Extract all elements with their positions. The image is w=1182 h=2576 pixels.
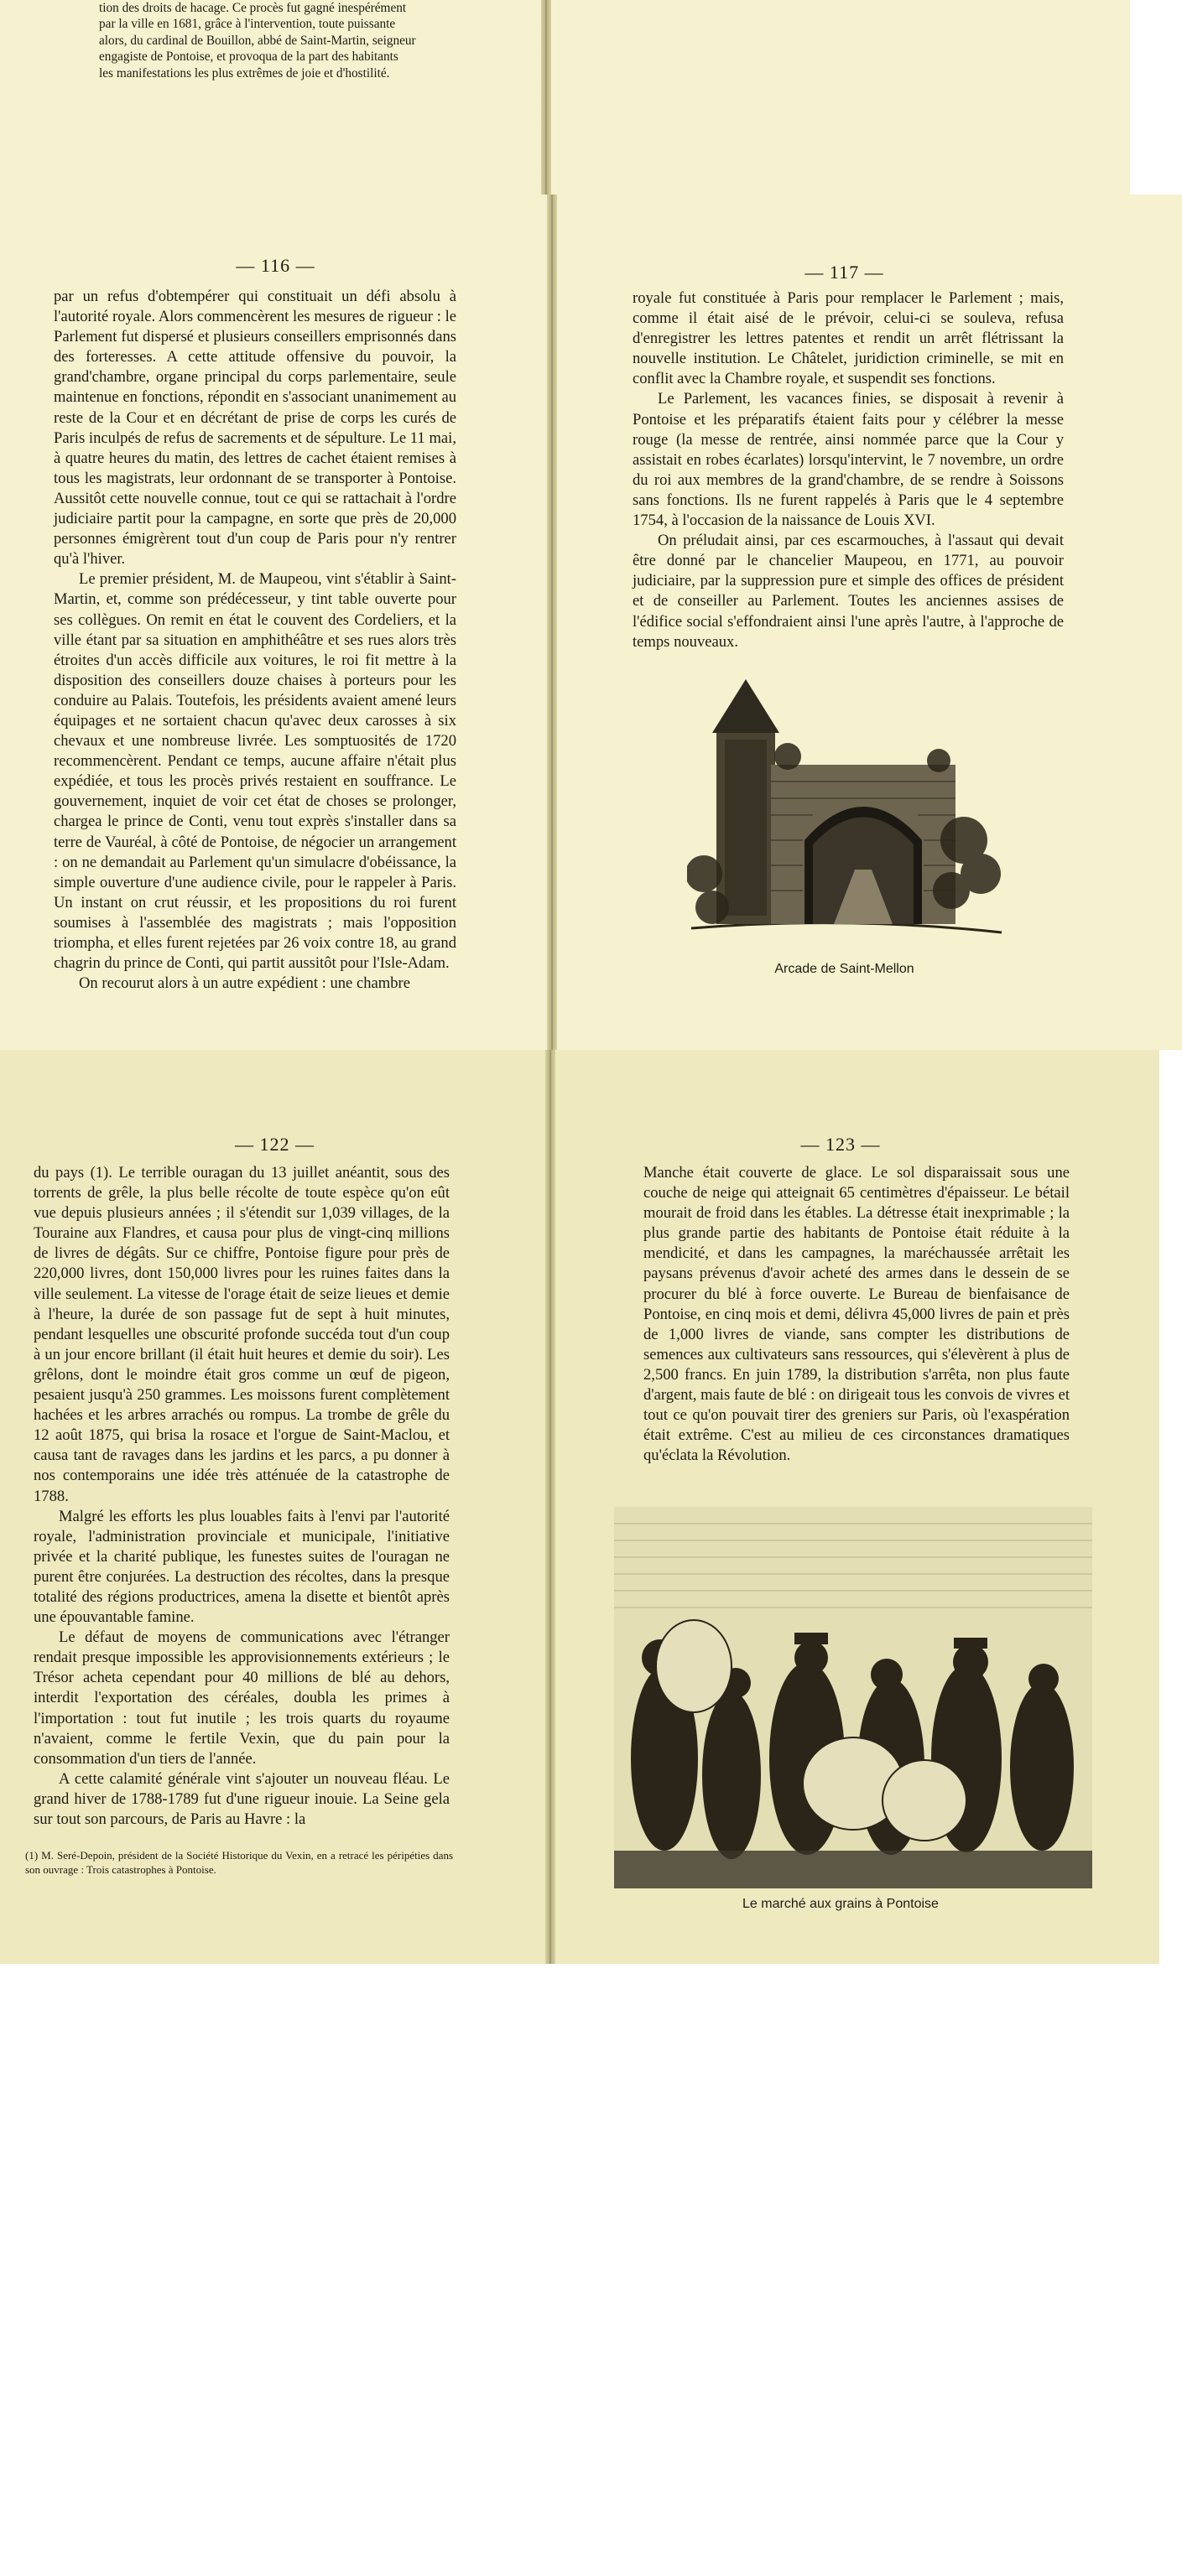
paragraph: Malgré les efforts les plus louables faits à l'envi par l'autorité royale, l'administration provinciale et municipale, l'initiative privée et la charité publique, les funestes suites de l'ouragan ne purent être conjurées. La destruction des récoltes, dans la presque totalité des régions productrices, amena la disette et bientôt après une épouvantable famine. — [34, 1507, 450, 1627]
book-gutter — [541, 0, 551, 195]
paragraph: Le premier président, M. de Maupeou, vint s'établir à Saint-Martin, et, comme son prédécesseur, y tint table ouverte pour ses collègues. On remit en état le couvent des Cordeliers, et la ville étant par sa situation en amphithéâtre et ses rues alors très étroites d'un accès difficile aux voitures, le roi fit mettre à la disposition des conseillers douze chaises à porteurs pour les conduire au Palais. Toutefois, les présidents avaient amené leurs équipages et ne sortaient chacun qu'avec deux carosses à six chevaux et une nombreuse livrée. Les somptuosités de 1720 recommencèrent. Pendant ce temps, aucune affaire n'était plus expédiée, et tous les procès privés restaient en souffrance. Le gouvernement, inquiet de voir cet état de choses se prolonger, chargea le prince de Conti, venu tout exprès s'installer dans sa terre de Vauréal, à côté de Pontoise, de négocier un arrangement : on ne demandait au Parlement qu'un simulacre d'obéissance, la simple ouverture d'une audience civile, pour le rappeler à Paris. Un instant on crut réussir, et les propositions du roi furent soumises à l'assemblée des magistrats ; mais l'opposition triompha, et elles furent rejetées par 26 voix contre 18, au grand chagrin du prince de Conti, qui partit aussitôt pour l'Isle-Adam. — [54, 570, 456, 973]
page-116 — [0, 195, 551, 1050]
top-left-page-fragment — [0, 0, 544, 195]
arcade-saint-mellon-engraving — [687, 673, 1006, 949]
paragraph: par un refus d'obtempérer qui constituait un défi absolu à l'autorité royale. Alors commencèrent les mesures de rigueur : le Parlement fut dispersé et plusieurs conseillers emprisonnés dans des forteresses. A cette attitude offensive du pouvoir, la grand'chambre, organe principal du corps parlementaire, seule maintenue en fonctions, répondit en s'associant unanimement au reste de la Cour et en décrétant de prise de corps les curés de Paris inculpés de refus de sacrements et de sépulture. Le 11 mai, à quatre heures du matin, des lettres de cachet étaient remises à tous les magistrats, leur ordonnant de se transporter à Pontoise. Aussitôt cette nouvelle connue, tout ce qui se rattachait à l'ordre judiciaire partit pour la campagne, en sorte que près de 20,000 personnes émigrèrent tout d'un coup de Paris pour n'y rentrer qu'à l'hiver. — [54, 288, 456, 569]
page-116-body — [54, 287, 456, 994]
footnote: (1) M. Seré-Depoin, président de la Société Historique du Vexin, en a retracé les péripéties dans son ouvrage : Trois catastrophes à Pontoise. — [25, 1849, 453, 1876]
paragraph: A cette calamité générale vint s'ajouter un nouveau fléau. Le grand hiver de 1788-1789 fut d'une rigueur inouie. La Seine gela sur tout son parcours, de Paris au Havre : la — [34, 1769, 450, 1828]
figure-caption: Arcade de Saint-Mellon — [774, 962, 914, 976]
page-117 — [557, 195, 1182, 1050]
paragraph: Manche était couverte de glace. Le sol disparaissait sous une couche de neige qui atteignait 65 centimètres d'épaisseur. Le bétail mourait de froid dans les étables. La détresse était inexprimable ; la plus grande partie des habitants de Pontoise était réduite à la mendicité, et dans les campagnes, la maréchaussée arrêtait les paysans prévenus d'avoir acheté des armes dans le dessein de se procurer du blé à force ouverte. Le Bureau de bienfaisance de Pontoise, en cinq mois et demi, délivra 45,000 livres de pain et près de 1,000 livres de viande, sans compter les distributions de semences aux cultivateurs sans ressources, qui s'élevèrent à plus de 2,500 francs. En juin 1789, la distribution s'arrêta, non plus faute d'argent, mais faute de blé : on dirigeait tous les convois de vivres et tout ce qu'on pouvait tirer des greniers sur Paris, où l'exaspération était extrême. C'est au milieu de ces circonstances dramatiques qu'éclata la Révolution. — [643, 1164, 1070, 1465]
paragraph: Le défaut de moyens de communications avec l'étranger rendait presque impossible les approvisionnements extérieurs ; le Trésor acheta cependant pour 40 millions de blé au dehors, interdit l'exportation des céréales, doubla les primes à l'importation : tout fut inutile ; les trois quarts du royaume n'avaient, comme le fertile Vexin, que du pain pour la consommation d'un tiers de l'année. — [34, 1628, 450, 1768]
text-line: engagiste de Pontoise, et provoqua de la part des habitants — [99, 49, 398, 65]
book-gutter — [545, 1050, 555, 1964]
page-122 — [0, 1050, 549, 1964]
page-number: — 122 — — [235, 1134, 315, 1155]
page-number: — 117 — — [804, 262, 884, 283]
paragraph: On préludait ainsi, par ces escarmouches, à l'assaut qui devait être donné par le chancelier Maupeou, en 1771, au pouvoir judiciaire, par la suppression pure et simple des offices de président et de conseiller au Parlement. Toutes les anciennes assises de l'édifice social s'effondraient ainsi l'une après l'autre, à l'approche de temps nouveaux. — [633, 532, 1064, 651]
page-123-body — [643, 1163, 1070, 1466]
top-fragment-text — [99, 0, 461, 81]
text-line: par la ville en 1681, grâce à l'intervention, toute puissante — [99, 17, 396, 32]
page-122-body — [34, 1163, 450, 1830]
grain-market-engraving — [614, 1507, 1092, 1888]
paragraph: du pays (1). Le terrible ouragan du 13 juillet anéantit, sous des torrents de grêle, la plus belle récolte de toute espèce qu'on eût vue depuis plusieurs années ; il s'étendit sur 1,039 villages, de la Touraine aux Flandres, et causa pour plus de vingt-cinq millions de livres de dégâts. Sur ce chiffre, Pontoise figure pour près de 220,000 livres, dont 150,000 livres pour les ruines faites dans la ville seulement. La vitesse de l'orage était de seize lieues et demie à l'heure, la durée de son passage fut de sept à huit minutes, pendant lesquelles une obscurité profonde succéda tout d'un coup à un jour encore brillant (il était huit heures et demie du soir). Les grêlons, dont le moindre était gros comme un œuf de pigeon, pesaient jusqu'à 250 grammes. Les moissons furent complètement hachées et les arbres arrachés ou rompus. La trombe de grêle du 12 août 1875, qui brisa la rosace et l'orgue de Saint-Maclou, et causa tant de ravages dans les jardins et les parcs, a pu donner à nos contemporains une idée très atténuée de la catastrophe de 1788. — [34, 1164, 450, 1505]
book-gutter — [547, 195, 557, 1050]
page-123 — [555, 1050, 1159, 1964]
text-line: tion des droits de hacage. Ce procès fut gagné inespérément — [99, 1, 407, 15]
top-right-page-fragment — [551, 0, 1130, 195]
text-line: alors, du cardinal de Bouillon, abbé de Saint-Martin, seigneur — [99, 33, 416, 48]
page-117-body — [633, 288, 1064, 652]
page-number: — 116 — — [236, 255, 315, 276]
paragraph: royale fut constituée à Paris pour remplacer le Parlement ; mais, comme il était aisé de le prévoir, celui-ci se souleva, refusa d'enregistrer les lettres patentes et rendit un arrêt flétrissant la nouvelle institution. Le Châtelet, juridiction criminelle, se mit en conflit avec la Chambre royale, et suspendit ses fonctions. — [633, 289, 1064, 388]
page-number: — 123 — — [800, 1134, 881, 1155]
paragraph: On recourut alors à un autre expédient : une chambre — [79, 974, 410, 993]
text-line: les manifestations les plus extrêmes de joie et d'hostilité. — [99, 65, 390, 80]
paragraph: Le Parlement, les vacances finies, se disposait à revenir à Pontoise et les préparatifs étaient faits pour y célébrer la messe rouge (la messe de rentrée, ainsi nommée parce que la Cour y assistait en robes écarlates) lorsqu'intervint, le 7 novembre, un ordre du roi aux membres de la grand'chambre, de se rendre à Soissons sans fonctions. Ils ne furent rappelés à Paris que le 4 septembre 1754, à l'occasion de la naissance de Louis XVI. — [633, 390, 1064, 530]
figure-caption: Le marché aux grains à Pontoise — [742, 1897, 939, 1911]
